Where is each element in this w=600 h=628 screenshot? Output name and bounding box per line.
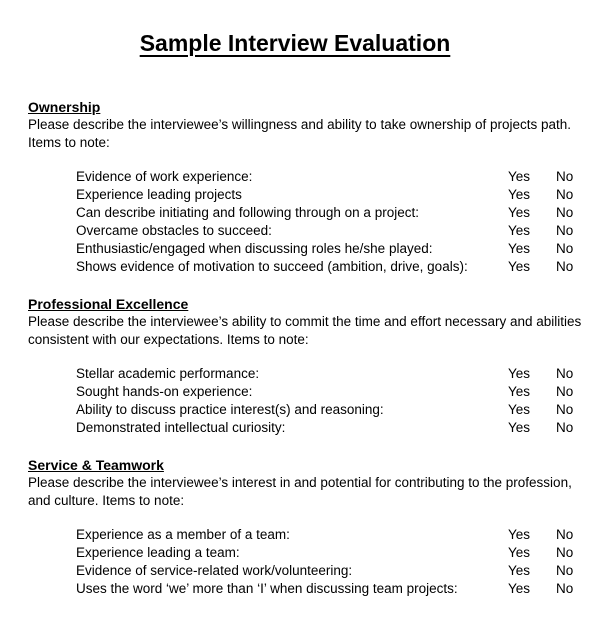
section-heading: Ownership — [28, 99, 101, 115]
no-option[interactable]: No — [556, 384, 574, 399]
no-option[interactable]: No — [556, 259, 574, 274]
criterion-label: Ability to discuss practice interest(s) and reasoning: — [76, 402, 384, 417]
criterion-label: Evidence of service-related work/volunteering: — [76, 563, 353, 578]
criteria-list — [28, 365, 588, 437]
criterion-row — [28, 562, 588, 580]
yes-option[interactable]: Yes — [508, 241, 531, 256]
criterion-row — [28, 580, 588, 598]
yes-option[interactable]: Yes — [508, 384, 531, 399]
yes-option[interactable]: Yes — [508, 169, 531, 184]
no-option[interactable]: No — [556, 366, 574, 381]
criterion-row — [28, 419, 588, 437]
criterion-row — [28, 258, 588, 276]
yes-option[interactable]: Yes — [508, 223, 531, 238]
yes-option[interactable]: Yes — [508, 187, 531, 202]
section-heading: Service & Teamwork — [28, 457, 164, 473]
criterion-label: Stellar academic performance: — [76, 366, 260, 381]
section-description: Please describe the interviewee’s ability to commit the time and effort necessary and abilities consistent with our expectations. Items to note: — [28, 314, 582, 347]
page-title: Sample Interview Evaluation — [139, 30, 451, 56]
criterion-row — [28, 365, 588, 383]
section-professional-excellence — [28, 296, 588, 437]
criterion-row — [28, 222, 588, 240]
section-ownership — [28, 99, 588, 276]
criteria-list — [28, 168, 588, 276]
yes-option[interactable]: Yes — [508, 420, 531, 435]
no-option[interactable]: No — [556, 241, 574, 256]
no-option[interactable]: No — [556, 545, 574, 560]
criterion-label: Can describe initiating and following through on a project: — [76, 205, 419, 220]
yes-option[interactable]: Yes — [508, 205, 531, 220]
criterion-row — [28, 168, 588, 186]
yes-option[interactable]: Yes — [508, 563, 531, 578]
criterion-label: Demonstrated intellectual curiosity: — [76, 420, 286, 435]
section-service-teamwork — [28, 457, 588, 598]
criterion-row — [28, 383, 588, 401]
no-option[interactable]: No — [556, 527, 574, 542]
criterion-label: Evidence of work experience: — [76, 169, 253, 184]
no-option[interactable]: No — [556, 581, 574, 596]
criterion-label: Uses the word ‘we’ more than ‘I’ when discussing team projects: — [76, 581, 458, 596]
no-option[interactable]: No — [556, 223, 574, 238]
criterion-row — [28, 526, 588, 544]
yes-option[interactable]: Yes — [508, 366, 531, 381]
criteria-list — [28, 526, 588, 598]
section-description: Please describe the interviewee’s interest in and potential for contributing to the profession, and culture. Items to note: — [28, 475, 572, 508]
criterion-label: Experience leading a team: — [76, 545, 240, 560]
criterion-row — [28, 204, 588, 222]
yes-option[interactable]: Yes — [508, 545, 531, 560]
no-option[interactable]: No — [556, 205, 574, 220]
yes-option[interactable]: Yes — [508, 527, 531, 542]
criterion-row — [28, 544, 588, 562]
criterion-row — [28, 240, 588, 258]
no-option[interactable]: No — [556, 187, 574, 202]
no-option[interactable]: No — [556, 420, 574, 435]
yes-option[interactable]: Yes — [508, 581, 531, 596]
no-option[interactable]: No — [556, 402, 574, 417]
no-option[interactable]: No — [556, 563, 574, 578]
criterion-label: Shows evidence of motivation to succeed (ambition, drive, goals): — [76, 259, 468, 274]
criterion-row — [28, 401, 588, 419]
criterion-label: Sought hands-on experience: — [76, 384, 253, 399]
yes-option[interactable]: Yes — [508, 259, 531, 274]
criterion-label: Enthusiastic/engaged when discussing roles he/she played: — [76, 241, 433, 256]
section-heading: Professional Excellence — [28, 296, 189, 312]
criterion-label: Experience leading projects — [76, 187, 242, 202]
no-option[interactable]: No — [556, 169, 574, 184]
criterion-label: Experience as a member of a team: — [76, 527, 290, 542]
section-description: Please describe the interviewee’s willingness and ability to take ownership of projects path. Items to note: — [28, 117, 572, 150]
yes-option[interactable]: Yes — [508, 402, 531, 417]
criterion-row — [28, 186, 588, 204]
criterion-label: Overcame obstacles to succeed: — [76, 223, 272, 238]
